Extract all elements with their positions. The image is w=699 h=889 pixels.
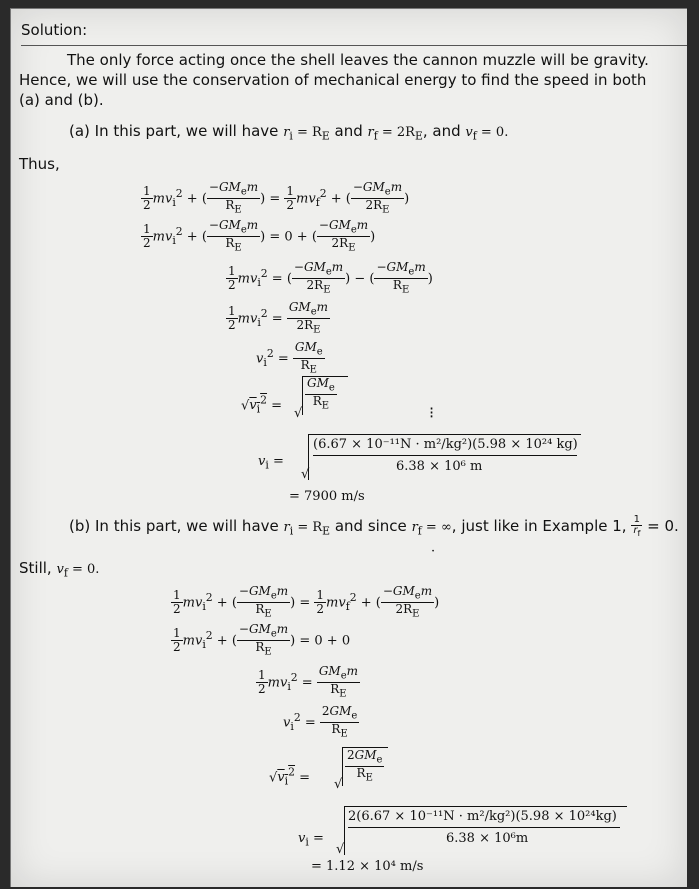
eq-b5-right: $\frac{2GM_e}{R_E}$ [347, 748, 383, 784]
eq-b1: $\frac{1}{2}$ $mv_i^2$ + ( $\frac{-GM_em}{R_E}$ ) = $\frac{1}{2}$ $mv_f^2$ + ( $\frac{-GM_em}{2R_E}$ ) [173, 584, 440, 620]
eq-a3: $\frac{1}{2}$ $mv_i^2$ = ( $\frac{-GM_em}{2R_E}$ ) − ( $\frac{-GM_em}{R_E}$ ) [228, 260, 433, 296]
eq-b2: $\frac{1}{2}$ $mv_i^2$ + ( $\frac{-GM_em}{R_E}$ ) = 0 + 0 [173, 622, 351, 658]
eq-a2: $\frac{1}{2}$ $mv_i^2$ + ( $\frac{-GM_em}{R_E}$ ) = 0 + ( $\frac{-GM_em}{2R_E}$ ) [143, 218, 376, 254]
eq-b4: $v_i^2$ = $\frac{2GM_e}{R_E}$ [283, 704, 358, 740]
one-over-rf: $\frac{1}{r_f}$ [633, 514, 641, 538]
dot-b: · [431, 544, 436, 559]
intro-line-1: The only force acting once the shell leaves the cannon muzzle will be gravity. [67, 51, 649, 69]
eq-b3: $\frac{1}{2}$ $mv_i^2$ = $\frac{GM_em}{R_E}$ [258, 664, 359, 700]
part-b-statement: (b) In this part, we will have $r_i = R_E$ and since $r_f$ = ∞, just like in Example 1, $\frac{1}{r_f}$ = 0. [69, 514, 679, 538]
radical-hook-b5: √ [334, 777, 343, 792]
fraction-bar-a7 [313, 455, 577, 456]
dots-a: ⁝ [429, 403, 435, 422]
eq-a4: $\frac{1}{2}$ $mv_i^2$ = $\frac{GM_em}{2R_E}$ [228, 300, 329, 336]
radical-hook-b6: √ [336, 842, 345, 857]
ri-equation: $r_i = R_E$ [283, 125, 330, 143]
eq-b5-left: $√v_i^2$ = [269, 766, 311, 788]
eq-a1: $\frac{1}{2}$ $mv_i^2$ + ( $\frac{-GM_em}{R_E}$ ) = $\frac{1}{2}$ $mv_f^2$ + ( $\frac{-GM_em}{2R_E}$ ) [143, 180, 410, 216]
solution-page [10, 8, 687, 887]
result-a: = 7900 m/s [289, 489, 365, 504]
radical-hook-a7: √ [301, 467, 310, 482]
fraction-bar-b6 [348, 827, 620, 828]
part-a-statement: (a) In this part, we will have $r_i = R_E$ and $r_f = 2R_E$, and $v_f = 0$. [69, 122, 509, 143]
vi-label-a: $v_i$ = [258, 454, 284, 472]
header-box [21, 19, 687, 46]
intro-line-3: (a) and (b). [19, 91, 104, 109]
numeric-b-den: 6.38 × 10⁶m [446, 831, 529, 846]
eq-a6-right: $\frac{GM_e}{R_E}$ [307, 376, 335, 412]
radical-hook-a6: √ [294, 406, 303, 421]
result-b: = 1.12 × 10⁴ m/s [311, 859, 424, 874]
numeric-a: (6.67 × 10⁻¹¹N · m²/kg²)(5.98 × 10²⁴ kg) [313, 437, 578, 452]
numeric-a-den: 6.38 × 10⁶ m [396, 459, 483, 474]
rf-equation: $r_f = 2R_E$ [367, 125, 423, 143]
still-line: Still, $v_f = 0$. [19, 559, 100, 580]
thus-label: Thus, [19, 155, 60, 173]
eq-a5: $v_i^2$ = $\frac{GM_e}{R_E}$ [256, 340, 323, 376]
rf-infinity: $r_f$ = ∞ [411, 520, 452, 538]
vi-label-b: $v_i$ = [298, 831, 324, 849]
solution-header: Solution: [21, 21, 88, 39]
vf-equation: $v_f = 0$. [465, 125, 509, 143]
ri-equation-b: $r_i = R_E$ [283, 520, 331, 538]
intro-line-2: Hence, we will use the conservation of mechanical energy to find the speed in both [19, 71, 647, 89]
numeric-b: 2(6.67 × 10⁻¹¹N · m²/kg²)(5.98 × 10²⁴kg) [348, 809, 617, 824]
eq-a6-left: $√v_i^2$ = [241, 394, 283, 416]
vf-equation-b: $v_f = 0$. [56, 562, 100, 580]
